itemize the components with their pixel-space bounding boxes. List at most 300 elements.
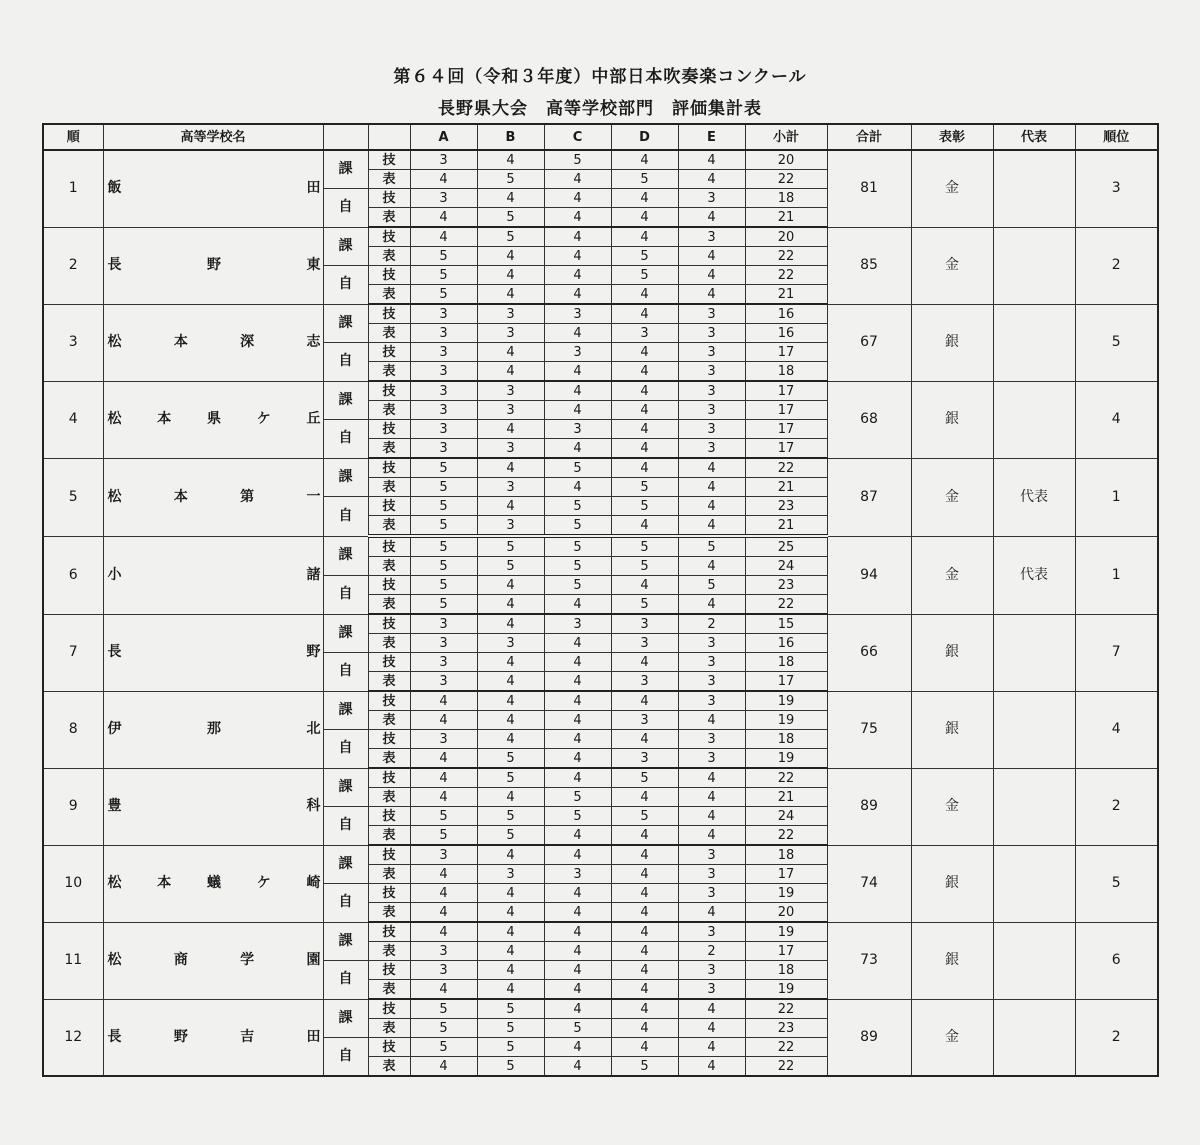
judge-score: 4 (678, 497, 745, 516)
judge-score: 4 (678, 1038, 745, 1057)
judge-score: 4 (544, 903, 611, 923)
representative-cell (993, 999, 1075, 1076)
total-cell: 89 (827, 999, 911, 1076)
school-name-char: 北 (306, 721, 321, 737)
representative-cell (993, 768, 1075, 845)
judge-score: 3 (611, 634, 678, 653)
total-cell: 67 (827, 304, 911, 381)
subtotal-cell: 15 (745, 614, 827, 634)
judge-score: 5 (410, 557, 477, 576)
judge-score: 3 (678, 304, 745, 324)
subtotal-cell: 22 (745, 266, 827, 285)
judge-score: 4 (611, 653, 678, 672)
table-row (43, 691, 1158, 711)
judge-score: 4 (477, 845, 544, 865)
school-name-char: 野 (207, 257, 221, 273)
order-cell: 1 (43, 150, 103, 227)
judge-score: 4 (544, 208, 611, 228)
judge-score: 5 (544, 150, 611, 170)
school-name (108, 257, 321, 274)
school-name-char: 田 (306, 180, 321, 197)
judge-score: 3 (477, 401, 544, 420)
school-name-cell (103, 922, 323, 999)
section-jiyu: 自 (323, 653, 368, 692)
judge-score: 4 (477, 150, 544, 170)
kind-hyo: 表 (368, 749, 410, 769)
school-name-char: 本 (173, 488, 188, 505)
judge-score: 4 (410, 903, 477, 923)
section-kadai: 課 (323, 458, 368, 497)
judge-score: 4 (611, 285, 678, 305)
judge-score: 4 (611, 884, 678, 903)
section-kadai: 課 (323, 614, 368, 653)
school-name (108, 798, 321, 815)
subtotal-cell: 20 (745, 903, 827, 923)
judge-score: 4 (611, 304, 678, 324)
judge-score: 4 (477, 362, 544, 382)
judge-score: 4 (477, 903, 544, 923)
subtotal-cell: 21 (745, 285, 827, 305)
section-kadai: 課 (323, 845, 368, 884)
kind-hyo: 表 (368, 1057, 410, 1077)
judge-score: 5 (477, 1019, 544, 1038)
judge-score: 5 (611, 497, 678, 516)
representative-cell (993, 227, 1075, 304)
judge-score: 4 (544, 1057, 611, 1077)
judge-score: 4 (611, 980, 678, 1000)
kind-gi: 技 (368, 497, 410, 516)
judge-score: 4 (611, 439, 678, 459)
judge-score: 4 (678, 826, 745, 846)
school-name (108, 180, 321, 197)
judge-score: 4 (678, 1057, 745, 1077)
judge-score: 3 (544, 865, 611, 884)
representative-cell (993, 381, 1075, 458)
judge-score: 4 (611, 227, 678, 247)
section-jiyu: 自 (323, 961, 368, 1000)
judge-score: 4 (477, 614, 544, 634)
representative-cell (993, 150, 1075, 227)
judge-score: 3 (544, 304, 611, 324)
judge-score: 4 (611, 576, 678, 595)
award-cell: 銀 (911, 381, 993, 458)
subtotal-cell: 16 (745, 304, 827, 324)
header-judge-e: E (678, 124, 745, 150)
judge-score: 3 (678, 691, 745, 711)
kind-gi: 技 (368, 999, 410, 1019)
judge-score: 4 (678, 150, 745, 170)
judge-score: 5 (477, 826, 544, 846)
judge-score: 4 (611, 208, 678, 228)
kind-gi: 技 (368, 961, 410, 980)
kind-gi: 技 (368, 576, 410, 595)
judge-score: 4 (477, 711, 544, 730)
order-cell: 7 (43, 614, 103, 691)
judge-score: 5 (544, 807, 611, 826)
judge-score: 3 (678, 324, 745, 343)
judge-score: 5 (477, 1038, 544, 1057)
kind-gi: 技 (368, 691, 410, 711)
judge-score: 3 (678, 749, 745, 769)
judge-score: 5 (410, 458, 477, 478)
subtotal-cell: 18 (745, 845, 827, 865)
judge-score: 5 (611, 478, 678, 497)
judge-score: 4 (477, 266, 544, 285)
judge-score: 4 (477, 420, 544, 439)
judge-score: 3 (410, 304, 477, 324)
judge-score: 4 (410, 227, 477, 247)
rank-cell: 4 (1075, 691, 1158, 768)
section-jiyu: 自 (323, 266, 368, 305)
judge-score: 4 (544, 672, 611, 692)
judge-score: 3 (410, 401, 477, 420)
judge-score: 4 (544, 826, 611, 846)
subtotal-cell: 19 (745, 922, 827, 942)
judge-score: 4 (678, 516, 745, 537)
header-award: 表彰 (911, 124, 993, 150)
kind-gi: 技 (368, 884, 410, 903)
rank-cell: 2 (1075, 227, 1158, 304)
judge-score: 4 (477, 285, 544, 305)
judge-score: 5 (477, 1057, 544, 1077)
school-name-char: 崎 (306, 875, 321, 891)
judge-score: 4 (544, 381, 611, 401)
kind-hyo: 表 (368, 516, 410, 537)
total-cell: 94 (827, 536, 911, 614)
judge-score: 4 (477, 730, 544, 749)
judge-score: 4 (544, 980, 611, 1000)
judge-score: 3 (678, 420, 745, 439)
judge-score: 4 (410, 711, 477, 730)
judge-score: 4 (410, 865, 477, 884)
section-jiyu: 自 (323, 420, 368, 459)
representative-cell (993, 845, 1075, 922)
subtotal-cell: 22 (745, 170, 827, 189)
judge-score: 4 (544, 170, 611, 189)
order-cell: 5 (43, 458, 103, 536)
subtotal-cell: 17 (745, 439, 827, 459)
judge-score: 4 (611, 922, 678, 942)
subtotal-cell: 22 (745, 247, 827, 266)
section-jiyu: 自 (323, 884, 368, 923)
judge-score: 4 (611, 1038, 678, 1057)
judge-score: 4 (678, 711, 745, 730)
kind-hyo: 表 (368, 362, 410, 382)
header-judge-b: B (477, 124, 544, 150)
judge-score: 3 (678, 362, 745, 382)
rank-cell: 3 (1075, 150, 1158, 227)
judge-score: 5 (611, 170, 678, 189)
subtotal-cell: 18 (745, 189, 827, 208)
school-name-char: 野 (173, 1028, 188, 1045)
subtotal-cell: 18 (745, 362, 827, 382)
judge-score: 4 (477, 980, 544, 1000)
school-name (108, 411, 321, 428)
judge-score: 5 (544, 576, 611, 595)
representative-cell (993, 304, 1075, 381)
award-cell: 銀 (911, 304, 993, 381)
judge-score: 2 (678, 942, 745, 961)
kind-hyo: 表 (368, 980, 410, 1000)
kind-gi: 技 (368, 420, 410, 439)
kind-gi: 技 (368, 614, 410, 634)
judge-score: 5 (410, 1019, 477, 1038)
kind-gi: 技 (368, 1038, 410, 1057)
judge-score: 5 (410, 247, 477, 266)
judge-score: 4 (477, 788, 544, 807)
section-kadai: 課 (323, 536, 368, 576)
judge-score: 4 (678, 788, 745, 807)
header-judge-a: A (410, 124, 477, 150)
judge-score: 5 (477, 536, 544, 557)
sheet-subtitle: 長野県大会 高等学校部門 評価集計表 (438, 99, 762, 119)
judge-score: 5 (410, 576, 477, 595)
judge-score: 5 (477, 170, 544, 189)
kind-gi: 技 (368, 922, 410, 942)
award-cell: 銀 (911, 691, 993, 768)
judge-score: 5 (410, 807, 477, 826)
judge-score: 5 (544, 458, 611, 478)
award-cell: 金 (911, 768, 993, 845)
school-name-char: 松 (107, 952, 122, 968)
section-jiyu: 自 (323, 497, 368, 537)
judge-score: 4 (678, 999, 745, 1019)
judge-score: 3 (678, 343, 745, 362)
award-cell: 銀 (911, 614, 993, 691)
judge-score: 3 (410, 324, 477, 343)
school-name-char: 吉 (240, 1028, 255, 1045)
school-name (108, 567, 321, 584)
judge-score: 3 (611, 324, 678, 343)
judge-score: 4 (611, 1019, 678, 1038)
total-cell: 66 (827, 614, 911, 691)
judge-score: 4 (678, 208, 745, 228)
judge-score: 5 (477, 227, 544, 247)
school-name-char: 伊 (107, 721, 122, 737)
judge-score: 3 (410, 942, 477, 961)
judge-score: 5 (410, 285, 477, 305)
judge-score: 4 (611, 788, 678, 807)
judge-score: 5 (410, 478, 477, 497)
subtotal-cell: 17 (745, 942, 827, 961)
judge-score: 4 (410, 691, 477, 711)
kind-gi: 技 (368, 381, 410, 401)
header-row (43, 124, 1158, 150)
table-row (43, 227, 1158, 247)
representative-cell: 代表 (993, 536, 1075, 614)
judge-score: 4 (611, 903, 678, 923)
judge-score: 4 (477, 247, 544, 266)
judge-score: 5 (678, 576, 745, 595)
judge-score: 3 (477, 478, 544, 497)
judge-score: 2 (678, 614, 745, 634)
judge-score: 3 (678, 653, 745, 672)
subtotal-cell: 16 (745, 634, 827, 653)
judge-score: 5 (477, 768, 544, 788)
school-name-char: 飯 (107, 180, 122, 197)
judge-score: 5 (611, 536, 678, 557)
rank-cell: 6 (1075, 922, 1158, 999)
judge-score: 3 (678, 865, 745, 884)
judge-score: 4 (611, 458, 678, 478)
subtotal-cell: 19 (745, 884, 827, 903)
header-subtotal: 小計 (745, 124, 827, 150)
kind-hyo: 表 (368, 1019, 410, 1038)
judge-score: 3 (410, 439, 477, 459)
table-row (43, 381, 1158, 401)
judge-score: 4 (544, 634, 611, 653)
judge-score: 4 (611, 942, 678, 961)
judge-score: 3 (410, 362, 477, 382)
judge-score: 4 (611, 865, 678, 884)
school-name-char: 諸 (306, 566, 321, 583)
school-name-cell (103, 150, 323, 227)
judge-score: 4 (611, 516, 678, 537)
subtotal-cell: 23 (745, 576, 827, 595)
representative-cell (993, 691, 1075, 768)
judge-score: 5 (477, 999, 544, 1019)
judge-score: 4 (544, 845, 611, 865)
subtotal-cell: 25 (745, 536, 827, 557)
judge-score: 4 (477, 672, 544, 692)
judge-score: 4 (544, 595, 611, 615)
judge-score: 5 (477, 557, 544, 576)
judge-score: 4 (611, 401, 678, 420)
total-cell: 87 (827, 458, 911, 536)
representative-cell: 代表 (993, 458, 1075, 536)
school-name-cell (103, 536, 323, 614)
header-rank: 順位 (1075, 124, 1158, 150)
school-name-char: 第 (240, 488, 255, 505)
school-name-char: 本 (173, 334, 188, 350)
judge-score: 4 (410, 749, 477, 769)
kind-gi: 技 (368, 343, 410, 362)
school-name (108, 489, 321, 506)
table-body (43, 150, 1158, 1076)
header-blank-2 (368, 124, 410, 150)
school-name-char: 深 (240, 334, 255, 350)
rank-cell: 5 (1075, 304, 1158, 381)
judge-score: 4 (544, 961, 611, 980)
judge-score: 4 (410, 170, 477, 189)
section-kadai: 課 (323, 922, 368, 961)
school-name-cell (103, 227, 323, 304)
judge-score: 5 (410, 595, 477, 615)
judge-score: 4 (678, 478, 745, 497)
judge-score: 4 (410, 1057, 477, 1077)
section-kadai: 課 (323, 999, 368, 1038)
judge-score: 3 (410, 653, 477, 672)
judge-score: 4 (544, 749, 611, 769)
header-judge-c: C (544, 124, 611, 150)
judge-score: 5 (611, 1057, 678, 1077)
kind-gi: 技 (368, 150, 410, 170)
subtotal-cell: 21 (745, 208, 827, 228)
judge-score: 4 (544, 768, 611, 788)
kind-hyo: 表 (368, 247, 410, 266)
judge-score: 3 (410, 381, 477, 401)
kind-hyo: 表 (368, 711, 410, 730)
table-row (43, 999, 1158, 1019)
school-name (108, 952, 321, 969)
school-name-char: 蟻 (207, 875, 221, 891)
judge-score: 4 (477, 922, 544, 942)
judge-score: 4 (477, 942, 544, 961)
header-judge-d: D (611, 124, 678, 150)
judge-score: 4 (611, 150, 678, 170)
rank-cell: 2 (1075, 768, 1158, 845)
school-name-cell (103, 614, 323, 691)
judge-score: 4 (544, 942, 611, 961)
judge-score: 3 (544, 614, 611, 634)
judge-score: 4 (477, 189, 544, 208)
school-name (108, 875, 321, 892)
judge-score: 5 (544, 1019, 611, 1038)
judge-score: 4 (544, 362, 611, 382)
kind-hyo: 表 (368, 170, 410, 189)
judge-score: 4 (544, 730, 611, 749)
rank-cell: 2 (1075, 999, 1158, 1076)
table-row (43, 304, 1158, 324)
judge-score: 4 (477, 884, 544, 903)
judge-score: 4 (678, 285, 745, 305)
school-name-char: 商 (173, 952, 188, 968)
table-row (43, 536, 1158, 557)
judge-score: 4 (544, 711, 611, 730)
total-cell: 85 (827, 227, 911, 304)
header-blank-1 (323, 124, 368, 150)
header-school: 高等学校名 (103, 124, 323, 150)
section-kadai: 課 (323, 304, 368, 343)
judge-score: 3 (410, 961, 477, 980)
judge-score: 3 (678, 845, 745, 865)
order-cell: 11 (43, 922, 103, 999)
judge-score: 4 (678, 1019, 745, 1038)
kind-gi: 技 (368, 845, 410, 865)
section-jiyu: 自 (323, 730, 368, 769)
subtotal-cell: 24 (745, 557, 827, 576)
school-name-char: 小 (107, 566, 122, 583)
judge-score: 4 (544, 884, 611, 903)
judge-score: 3 (410, 845, 477, 865)
subtotal-cell: 23 (745, 1019, 827, 1038)
judge-score: 4 (410, 922, 477, 942)
judge-score: 3 (410, 189, 477, 208)
school-name-char: 学 (240, 952, 255, 968)
school-name-cell (103, 381, 323, 458)
judge-score: 5 (544, 788, 611, 807)
award-cell: 銀 (911, 845, 993, 922)
judge-score: 3 (544, 343, 611, 362)
order-cell: 3 (43, 304, 103, 381)
kind-gi: 技 (368, 304, 410, 324)
judge-score: 3 (611, 711, 678, 730)
judge-score: 5 (410, 536, 477, 557)
judge-score: 5 (611, 595, 678, 615)
section-kadai: 課 (323, 691, 368, 730)
table-row (43, 614, 1158, 634)
judge-score: 3 (410, 672, 477, 692)
judge-score: 3 (477, 865, 544, 884)
kind-hyo: 表 (368, 557, 410, 576)
school-name-char: 園 (306, 952, 321, 968)
judge-score: 4 (611, 691, 678, 711)
judge-score: 3 (477, 634, 544, 653)
kind-hyo: 表 (368, 788, 410, 807)
school-name-char: 丘 (306, 411, 321, 427)
school-name (108, 721, 321, 738)
judge-score: 5 (544, 557, 611, 576)
